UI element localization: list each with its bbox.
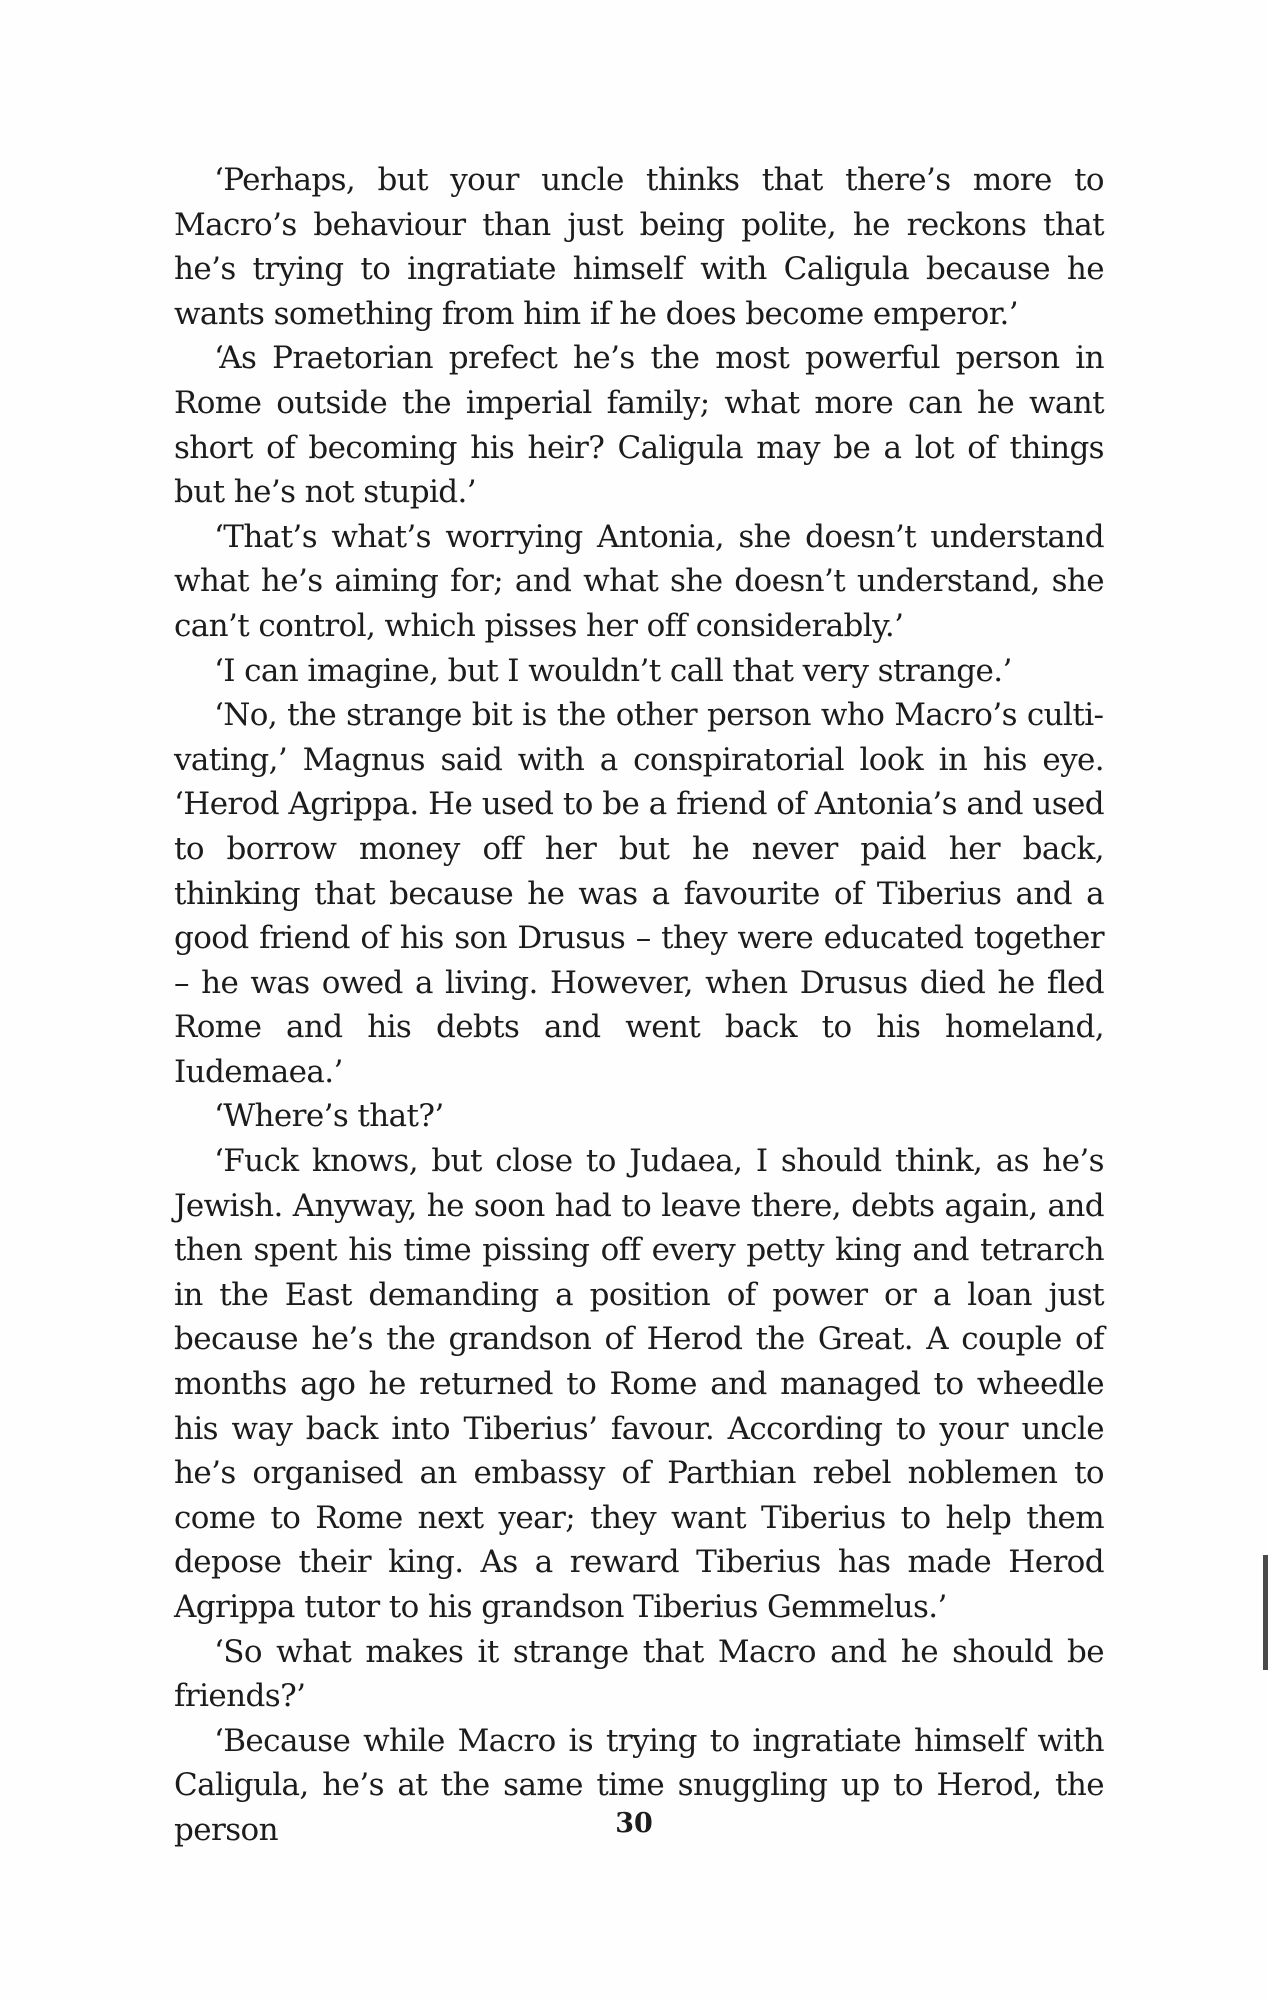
paragraph: ‘As Praetorian prefect he’s the most powerful person in Rome outside the imperial family; what more can he want short of becoming his heir? Caligula may be a lot of things but he’s not stupid.’ (174, 340, 1104, 511)
paragraph: ‘So what makes it strange that Macro and he should be friends?’ (174, 1633, 1104, 1715)
paragraph: ‘I can imagine, but I wouldn’t call that very strange.’ (214, 652, 1012, 689)
paragraph: ‘Because while Macro is trying to ingratiate himself with Caligula, he’s at the same time snuggling up to Herod, the person (174, 1722, 1104, 1848)
paragraph: ‘No, the strange bit is the other person who Macro’s cultivating,’ Magnus said with a conspiratorial look in his eye. ‘Herod Agrippa. He used to be a friend of Antonia’s and used to borrow money off her but he never paid her back, thinking that because he was a favourite of Tiberius and a good friend of his son Drusus – they were educated together – he was owed a living. However, when Drusus died he fled Rome and his debts and went back to his homeland, Iudemaea.’ (174, 697, 1104, 1090)
page-number: 30 (615, 1808, 653, 1839)
paragraph: ‘Fuck knows, but close to Judaea, I should think, as he’s Jewish. Anyway, he soon had to leave there, debts again, and then spent his time pissing off every petty king and tetrarch in the East demanding a position of power or a loan just because he’s the grandson of Herod the Great. A couple of months ago he returned to Rome and managed to wheedle his way back into Tiberius’ favour. According to your uncle he’s organised an embassy of Parthian rebel noblemen to come to Rome next year; they want Tiberius to help them depose their king. As a reward Tiberius has made Herod Agrippa tutor to his grandson Tiberius Gemmelus.’ (174, 1143, 1104, 1625)
paragraph: ‘Perhaps, but your uncle thinks that there’s more to Macro’s behaviour than just being polite, he reckons that he’s trying to ingratiate himself with Caligula because he wants something from him if he does become emperor.’ (174, 162, 1104, 332)
paragraph: ‘That’s what’s worrying Antonia, she doesn’t understand what he’s aiming for; and what she doesn’t understand, she can’t control, which pisses her off considerably.’ (174, 518, 1104, 644)
scan-edge-mark (1263, 1555, 1268, 1670)
paragraph: ‘Where’s that?’ (214, 1098, 444, 1135)
body-text (174, 158, 1104, 1853)
